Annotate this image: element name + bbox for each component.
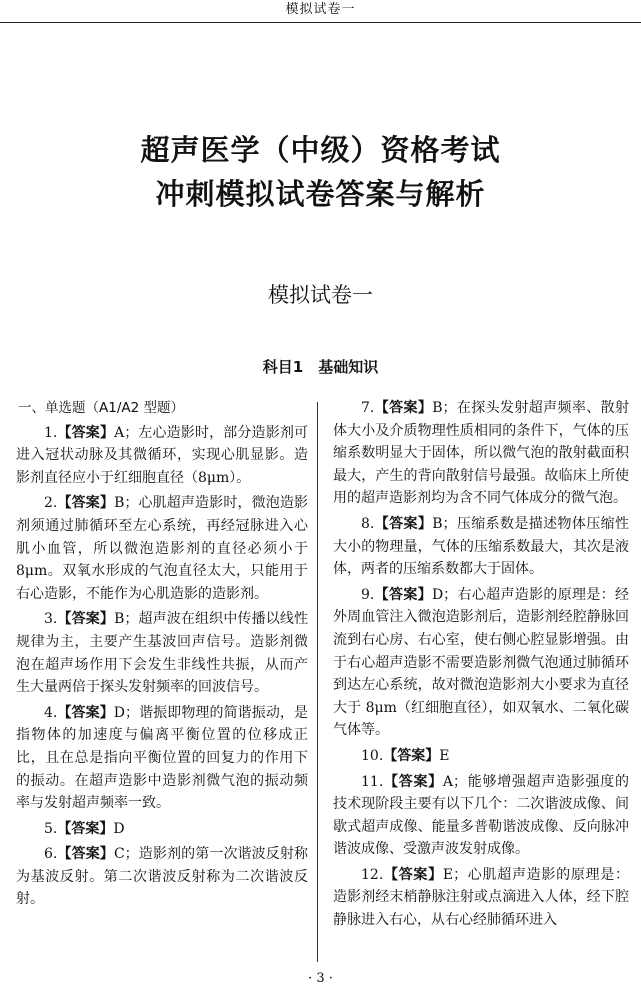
answer-text: B；压缩系数是描述物体压缩性大小的物理量，气体的压缩系数最大，其次是液体，两者的压缩系数都大于固体。 xyxy=(333,515,629,578)
section-heading: 一、单选题（A1/A2 型题） xyxy=(18,400,184,416)
answer-tag: 【答案】 xyxy=(57,846,114,863)
answer-item xyxy=(16,818,308,841)
answer-number: 9. xyxy=(361,586,375,603)
answer-tag: 【答案】 xyxy=(57,611,115,628)
left-column xyxy=(16,397,308,914)
answer-list-right xyxy=(333,397,629,932)
right-column xyxy=(333,397,629,935)
answer-number: 4. xyxy=(44,704,58,721)
answer-tag: 【答案】 xyxy=(374,586,432,603)
answer-tag: 【答案】 xyxy=(383,747,440,764)
answer-text: A；左心造影时，部分造影剂可进入冠状动脉及其微循环，实现心肌显影。造影剂直径应小于红细胞直径（8μm）。 xyxy=(16,424,308,486)
answer-text: B；心肌超声造影时，微泡造影剂须通过肺循环至左心系统，再经冠脉进入心肌小血管，所以微泡造影剂的直径必须小于 8μm。双氧水形成的气泡直径太大，只能用于右心造影，不能作为心肌造影的造影剂。 xyxy=(16,495,309,602)
answer-number: 5. xyxy=(44,820,58,837)
answer-tag: 【答案】 xyxy=(57,704,114,721)
answer-item xyxy=(333,397,629,510)
answer-tag: 【答案】 xyxy=(57,820,114,837)
answer-item xyxy=(16,702,308,815)
answer-item xyxy=(16,843,308,911)
answer-tag: 【答案】 xyxy=(57,424,115,441)
answer-tag: 【答案】 xyxy=(374,400,433,416)
answer-text: B；在探头发射超声频率、散射体大小及介质物理性质相同的条件下，气体的压缩系数明显大于固体，所以微气泡的散射截面积最大，产生的背向散射信号最强。故临床上所使用的超声造影剂均为含不同气体成分的微气泡。 xyxy=(333,400,629,507)
answer-number: 7. xyxy=(361,400,375,416)
answer-text: D；谐振即物理的简谐振动，是指物体的加速度与偏离平衡位置的位移成正比，且在总是指向平衡位置的回复力的作用下的振动。在超声造影中造影剂微气泡的振动频率与发射超声频率一致。 xyxy=(16,704,308,812)
running-head: 模拟试卷一 xyxy=(0,0,641,23)
answer-list-left xyxy=(16,422,308,911)
answer-tag: 【答案】 xyxy=(383,866,443,883)
title-line-2: 冲刺模拟试卷答案与解析 xyxy=(155,177,486,211)
answer-number: 3. xyxy=(44,611,58,628)
answer-text: E；心肌超声造影的原理是：造影剂经末梢静脉注射或点滴进入人体，经下腔静脉进入右心，从右心经肺循环进入 xyxy=(333,866,629,929)
answer-text: C；造影剂的第一次谐波反射称为基波反射。第二次谐波反射称为二次谐波反射。 xyxy=(16,846,309,908)
answer-item xyxy=(333,584,629,742)
answer-item xyxy=(333,745,629,768)
answer-item xyxy=(333,864,629,932)
answer-number: 2. xyxy=(44,495,58,512)
column-divider xyxy=(317,402,318,962)
paper-title: 模拟试卷一 xyxy=(268,283,373,307)
answer-item xyxy=(16,422,308,490)
answer-number: 6. xyxy=(44,846,58,863)
answer-item xyxy=(16,608,308,698)
answer-text: D xyxy=(113,820,125,837)
answer-tag: 【答案】 xyxy=(374,515,433,532)
answer-number: 12. xyxy=(361,866,384,883)
answer-tag: 【答案】 xyxy=(57,495,115,512)
answer-item xyxy=(333,513,629,581)
answer-number: 8. xyxy=(361,515,375,532)
answer-number: 10. xyxy=(361,747,384,764)
answer-item xyxy=(333,771,629,861)
answer-item xyxy=(16,492,308,605)
answer-text: A；能够增强超声造影强度的技术现阶段主要有以下几个：二次谐波成像、间歇式超声成像、能量多普勒谐波成像、反向脉冲谐波成像、受激声波发射成像。 xyxy=(333,773,629,858)
title-line-1: 超声医学（中级）资格考试 xyxy=(140,133,501,167)
document-title xyxy=(0,128,641,216)
answer-number: 1. xyxy=(44,424,58,441)
subject-heading: 科目1 基础知识 xyxy=(262,358,379,376)
page-number: · 3 · xyxy=(308,971,333,986)
answer-text: D；右心超声造影的原理是：经外周血管注入微泡造影剂后，造影剂经腔静脉回流到右心房、右心室，使右侧心腔显影增强。由于右心超声造影不需要造影剂微气泡通过肺循环到达左心系统，故对微泡造影剂大小要求为直径大于 8μm（红细胞直径），如双氧水、二氧化碳气体等。 xyxy=(333,586,629,739)
answer-number: 11. xyxy=(361,773,384,790)
answer-text: B；超声波在组织中传播以线性规律为主，主要产生基波回声信号。造影剂微泡在超声场作用下会发生非线性共振，从而产生大量两倍于探头发射频率的回波信号。 xyxy=(16,611,309,696)
answer-tag: 【答案】 xyxy=(383,773,443,790)
answer-text: E xyxy=(439,747,450,764)
